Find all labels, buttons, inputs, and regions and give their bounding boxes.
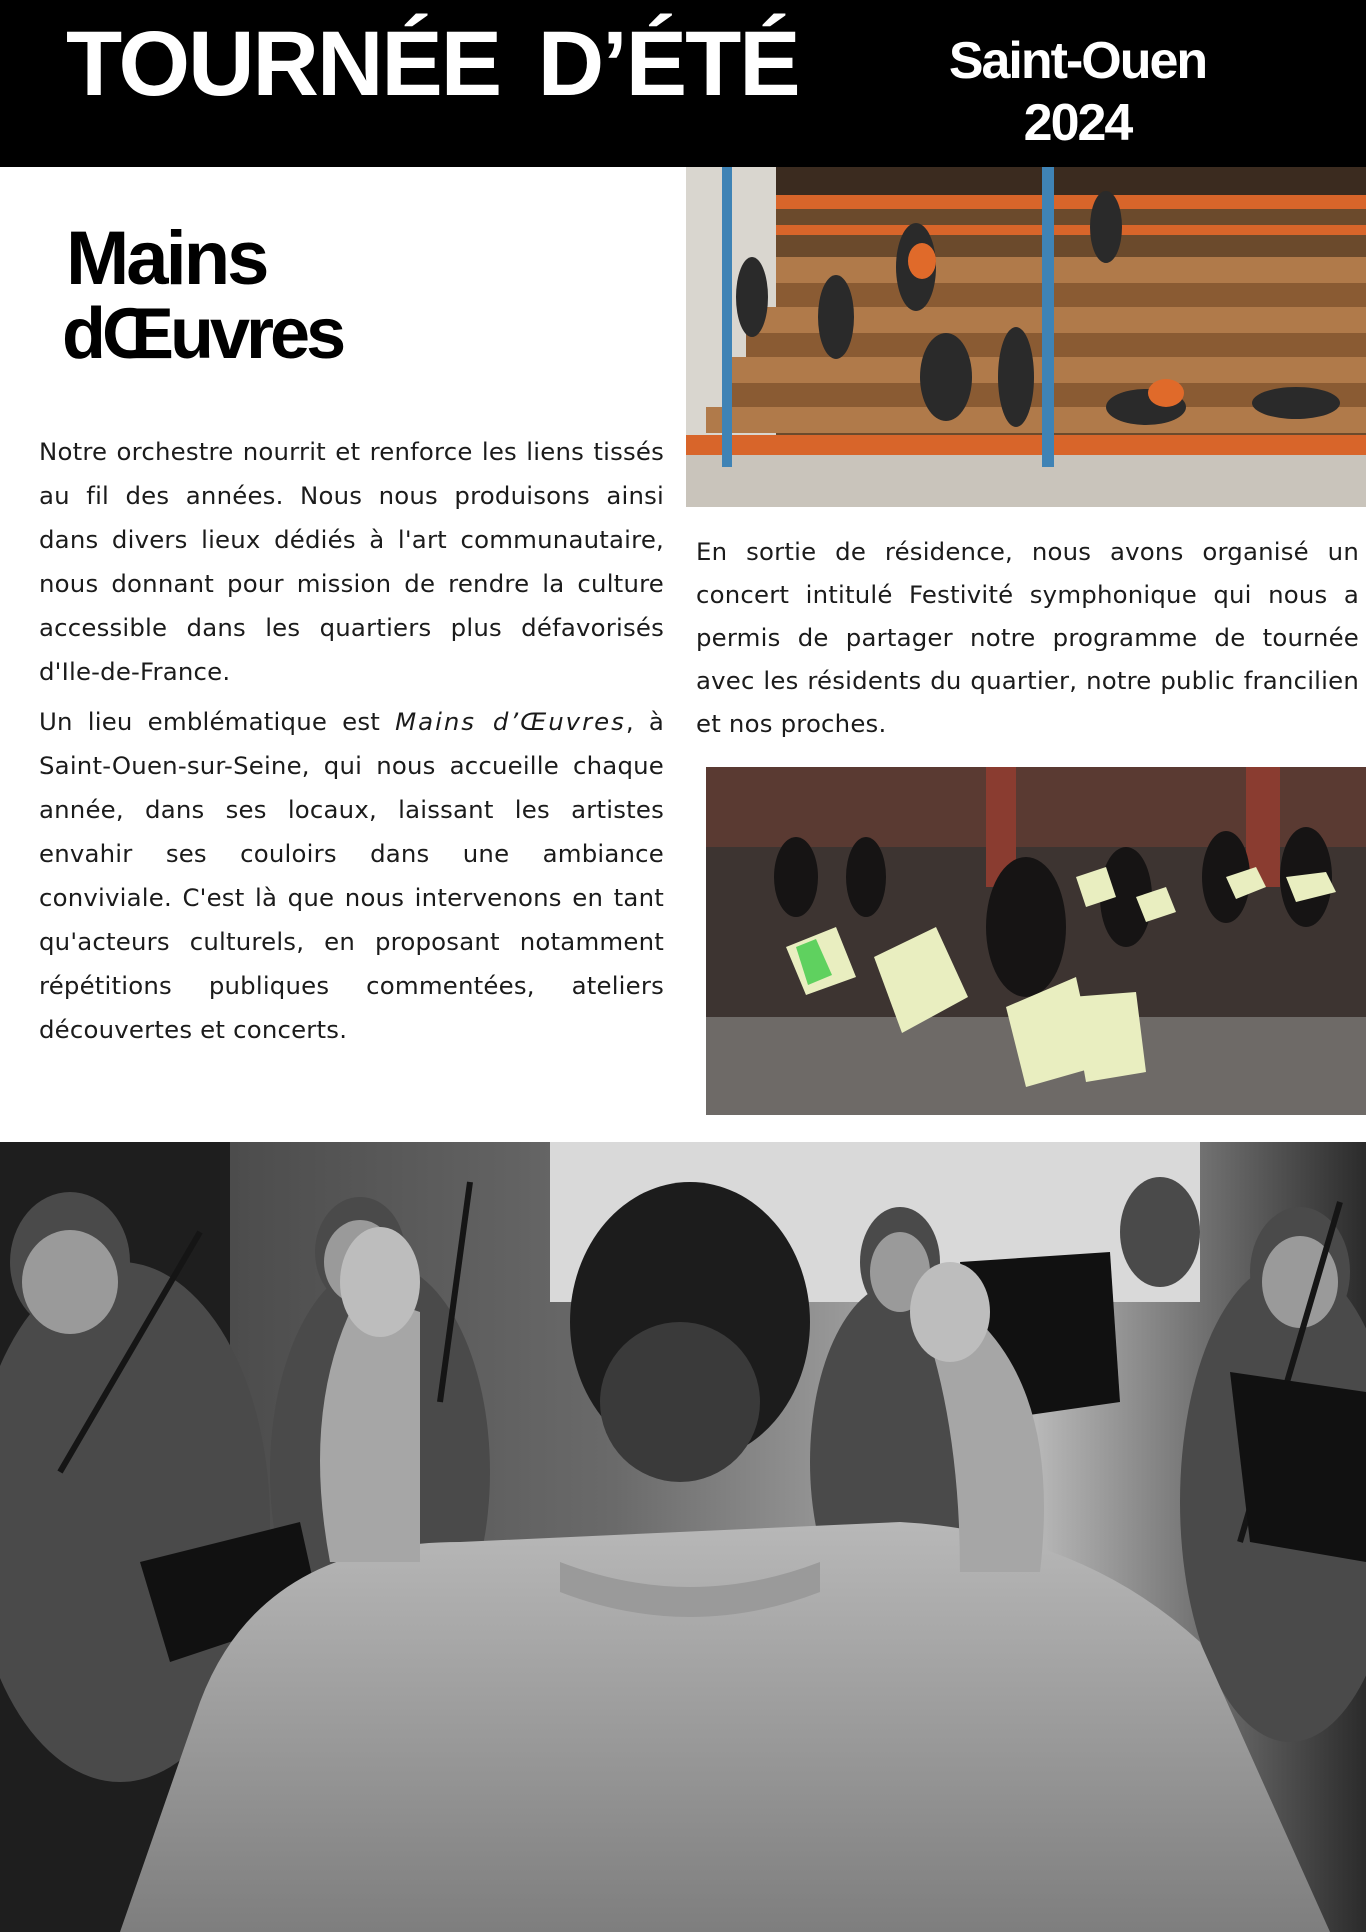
concert-paragraph: En sortie de résidence, nous avons organisé un concert intitulé Festivité symphonique qui nous a permis de partager notre programme de tournée avec les résidents du quartier, notre public francilien et nos proches. [696,537,1359,738]
photo-conductor [0,1142,1366,1932]
year-label: 2024 [1023,94,1132,152]
location-name: Saint-Ouen [948,32,1207,90]
page-title: TOURNÉE D’ÉTÉ [66,13,799,115]
logo-word-mains: Mains [66,216,267,301]
location-title [900,30,1255,154]
intro-paragraph-1: Notre orchestre nourrit et renforce les liens tissés au fil des années. Nous nous produisons ainsi dans divers lieux dédiés à l'art communautaire, nous donnant pour mission de rendre la culture accessible dans les quartiers plus défavorisés d'Ile-de-France. [39,437,664,686]
intro-paragraph-2 [39,700,664,1052]
venue-intro: Un lieu emblématique est [39,707,396,736]
mains-doeuvres-logo [62,212,398,362]
photo-bleachers [686,167,1366,507]
venue-name: Mains d’Œuvres [395,707,626,736]
venue-description: , à Saint-Ouen-sur-Seine, qui nous accueille chaque année, dans ses locaux, laissant les artistes envahir ses couloirs dans une ambiance conviviale. C'est là que nous intervenons en tant qu'acteurs culturels, en proposant notamment répétitions publiques commentées, ateliers découvertes et concerts. [39,707,665,1044]
concert-text [696,530,1359,745]
logo-word-doeuvres: dŒuvres [62,294,343,362]
photo-orchestra-concert [706,767,1366,1115]
intro-text [39,430,664,1058]
header-banner [0,0,1366,167]
